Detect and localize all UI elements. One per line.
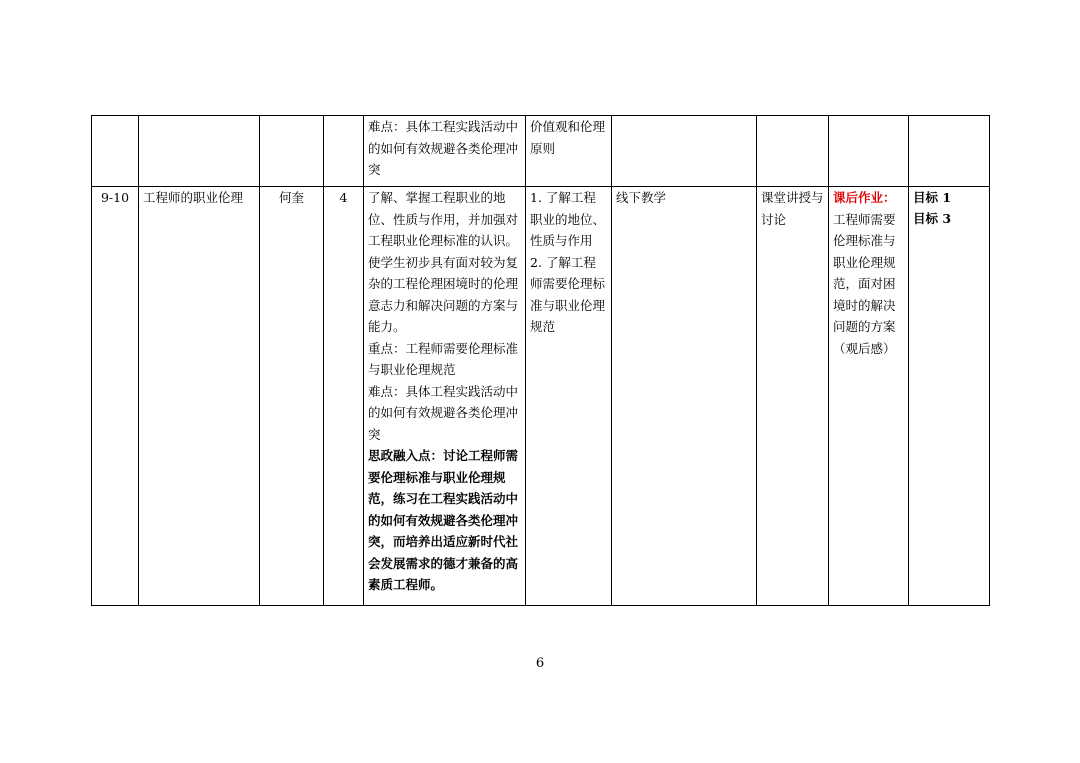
goal-cell <box>909 187 990 606</box>
mode-cell <box>612 187 757 606</box>
content-cell <box>364 187 526 606</box>
topic-title: 工程师的职业伦理 <box>143 190 244 205</box>
goal-cell <box>909 116 990 187</box>
week-cell <box>92 116 139 187</box>
goal-2: 目标 3 <box>913 211 952 226</box>
content-ideology: 思政融入点：讨论工程师需要伦理标准与职业伦理规范，练习在工程实践活动中的如何有效规避各类伦理冲突，而培养出适应新时代社会发展需求的德才兼备的高素质工程师。 <box>368 448 519 592</box>
teacher-name: 何奎 <box>278 190 304 205</box>
week-number: 9-10 <box>100 190 130 205</box>
teacher-cell <box>260 116 324 187</box>
goal-1: 目标 1 <box>913 190 952 205</box>
knowledge-item-1: 1. 了解工程职业的地位、性质与作用 <box>530 190 606 248</box>
syllabus-table <box>91 115 990 606</box>
method-cell <box>757 187 829 606</box>
teaching-mode: 线下教学 <box>616 190 667 205</box>
content-difficulty: 难点：具体工程实践活动中的如何有效规避各类伦理冲突 <box>368 383 519 442</box>
homework-cell <box>829 116 909 187</box>
hours-cell <box>324 116 364 187</box>
table-row <box>92 187 990 606</box>
topic-cell <box>139 116 260 187</box>
topic-cell <box>139 187 260 606</box>
knowledge-cell <box>526 116 612 187</box>
content-key-point: 重点：工程师需要伦理标准与职业伦理规范 <box>368 340 519 377</box>
homework-label: 课后作业： <box>833 190 896 205</box>
hours-cell <box>324 187 364 606</box>
mode-cell <box>612 116 757 187</box>
content-objective: 了解、掌握工程职业的地位、性质与作用，并加强对工程职业伦理标准的认识。使学生初步具有面对较为复杂的工程伦理困境时的伦理意志力和解决问题的方案与能力。 <box>368 190 519 334</box>
homework-text: 工程师需要伦理标准与职业伦理规范，面对困境时的解决问题的方案（观后感） <box>833 211 896 356</box>
method-cell <box>757 116 829 187</box>
teaching-method: 课堂讲授与讨论 <box>761 190 824 227</box>
knowledge-cell <box>526 187 612 606</box>
content-cell <box>364 116 526 187</box>
class-hours: 4 <box>339 190 348 205</box>
week-cell <box>92 187 139 606</box>
homework-cell <box>829 187 909 606</box>
teacher-cell <box>260 187 324 606</box>
knowledge-item-2: 2. 了解工程师需要伦理标准与职业伦理规范 <box>530 254 606 334</box>
content-difficulty: 难点：具体工程实践活动中的如何有效规避各类伦理冲突 <box>368 119 519 177</box>
page-number: 6 <box>535 656 545 671</box>
knowledge-text: 价值观和伦理原则 <box>530 119 606 156</box>
table-row <box>92 116 990 187</box>
